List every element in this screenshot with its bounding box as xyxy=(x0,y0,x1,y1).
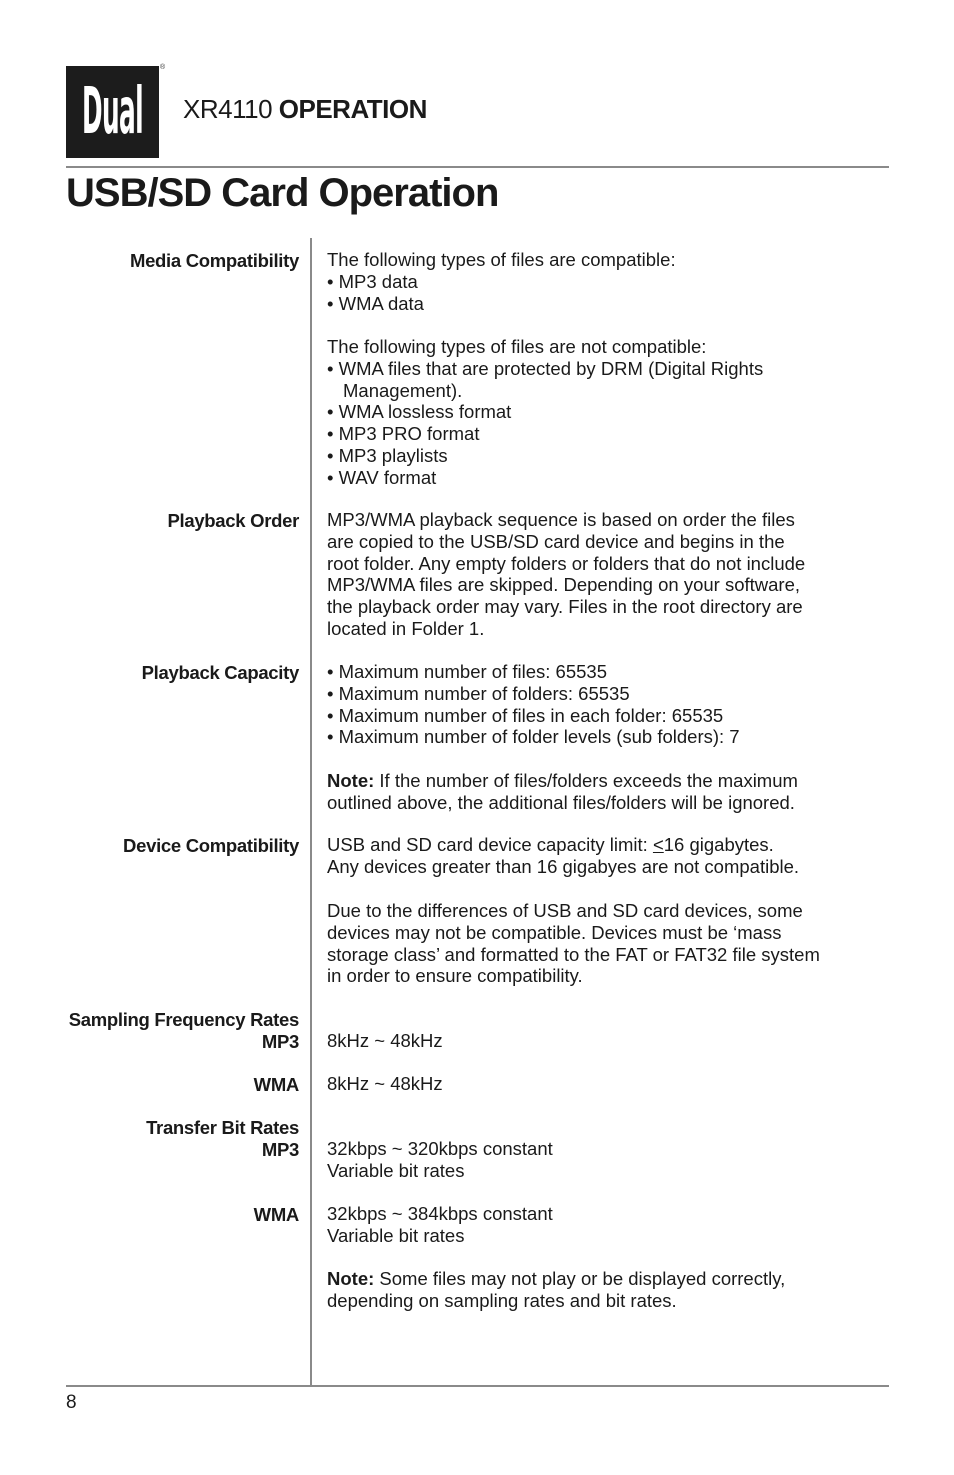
label-sampling-wma: WMA xyxy=(253,1074,299,1095)
list-item: • Maximum number of files in each folder: 65535 xyxy=(327,704,724,726)
label-sampling-mp3: MP3 xyxy=(261,1031,299,1052)
label-media-compatibility: Media Compatibility xyxy=(129,250,299,271)
value-line: 32kbps ~ 320kbps constant xyxy=(327,1138,553,1159)
bitrate-wma-values xyxy=(327,1203,887,1247)
list-item: • Maximum number of folders: 65535 xyxy=(327,682,630,704)
note-text: outlined above, the additional files/folders will be ignored. xyxy=(327,791,795,813)
label-playback-capacity: Playback Capacity xyxy=(141,662,299,683)
media-incompatible-block xyxy=(327,336,887,489)
capacity-note xyxy=(327,770,887,814)
list-item: • MP3 playlists xyxy=(327,444,448,466)
paragraph-line: located in Folder 1. xyxy=(327,617,485,639)
bottom-divider xyxy=(66,1385,889,1387)
section-name: OPERATION xyxy=(278,94,427,124)
bitrate-note xyxy=(327,1268,887,1312)
note-text: If the number of files/folders exceeds the maximum xyxy=(374,770,798,791)
list-item: • MP3 PRO format xyxy=(327,423,480,445)
list-item: • Maximum number of folder levels (sub folders): 7 xyxy=(327,726,740,748)
value-line: Variable bit rates xyxy=(327,1159,465,1181)
limit-prefix: USB and SD card device capacity limit: xyxy=(327,834,653,855)
paragraph-line: root folder. Any empty folders or folders that do not include xyxy=(327,552,806,574)
paragraph-line: Any devices greater than 16 gigabyes are not compatible. xyxy=(327,855,800,877)
device-compat-text xyxy=(327,900,887,987)
label-bitrate-mp3: MP3 xyxy=(261,1139,299,1160)
header-title xyxy=(183,94,427,125)
paragraph-line: Due to the differences of USB and SD card devices, some xyxy=(327,900,803,921)
label-playback-order: Playback Order xyxy=(167,510,299,531)
label-transfer-bit-rates: Transfer Bit Rates xyxy=(146,1117,299,1138)
list-item-continued: Management). xyxy=(343,379,463,401)
registered-mark: ® xyxy=(160,64,166,71)
playback-order-text xyxy=(327,509,887,640)
limit-symbol: < xyxy=(652,834,664,855)
label-bitrate-wma: WMA xyxy=(253,1204,299,1225)
note-text: depending on sampling rates and bit rates. xyxy=(327,1289,677,1311)
value-line: Variable bit rates xyxy=(327,1224,465,1246)
note-label: Note: xyxy=(327,1268,375,1289)
paragraph-line: MP3/WMA playback sequence is based on order the files xyxy=(327,509,795,530)
incompatible-intro: The following types of files are not compatible: xyxy=(327,336,707,357)
top-divider xyxy=(66,166,889,168)
sampling-wma-value: 8kHz ~ 48kHz xyxy=(327,1073,443,1094)
label-device-compatibility: Device Compatibility xyxy=(123,835,299,856)
page-number: 8 xyxy=(66,1392,77,1413)
list-item: • WMA lossless format xyxy=(327,401,512,423)
model-number: XR4110 xyxy=(183,94,273,124)
paragraph-line: MP3/WMA files are skipped. Depending on your software, xyxy=(327,574,801,596)
list-item: • WMA data xyxy=(327,292,424,314)
label-sampling-frequency: Sampling Frequency Rates xyxy=(68,1009,299,1030)
paragraph-line: are copied to the USB/SD card device and begins in the xyxy=(327,530,785,552)
value-line: 32kbps ~ 384kbps constant xyxy=(327,1203,553,1224)
list-item: • Maximum number of files: 65535 xyxy=(327,661,607,682)
paragraph-line: the playback order may vary. Files in the root directory are xyxy=(327,596,803,618)
limit-suffix: 16 gigabytes. xyxy=(663,834,774,855)
list-item: • WAV format xyxy=(327,466,437,488)
sampling-mp3-value: 8kHz ~ 48kHz xyxy=(327,1030,443,1051)
playback-capacity-list xyxy=(327,661,887,748)
paragraph-line: in order to ensure compatibility. xyxy=(327,965,583,987)
note-text: Some files may not play or be displayed correctly, xyxy=(374,1268,786,1289)
bitrate-mp3-values xyxy=(327,1138,887,1182)
dual-logo xyxy=(66,66,159,158)
paragraph-line: devices may not be compatible. Devices must be ‘mass xyxy=(327,921,782,943)
logo-text: Dual xyxy=(82,75,144,149)
paragraph-line: storage class’ and formatted to the FAT or FAT32 file system xyxy=(327,943,820,965)
list-item: • MP3 data xyxy=(327,270,418,292)
column-divider xyxy=(310,238,312,1386)
media-compatible-block xyxy=(327,249,887,314)
device-limit-text xyxy=(327,834,887,878)
note-label: Note: xyxy=(327,770,375,791)
page-title: USB/SD Card Operation xyxy=(66,171,499,215)
list-item: • WMA files that are protected by DRM (Digital Rights xyxy=(327,357,764,379)
compatible-intro: The following types of files are compatible: xyxy=(327,249,676,270)
